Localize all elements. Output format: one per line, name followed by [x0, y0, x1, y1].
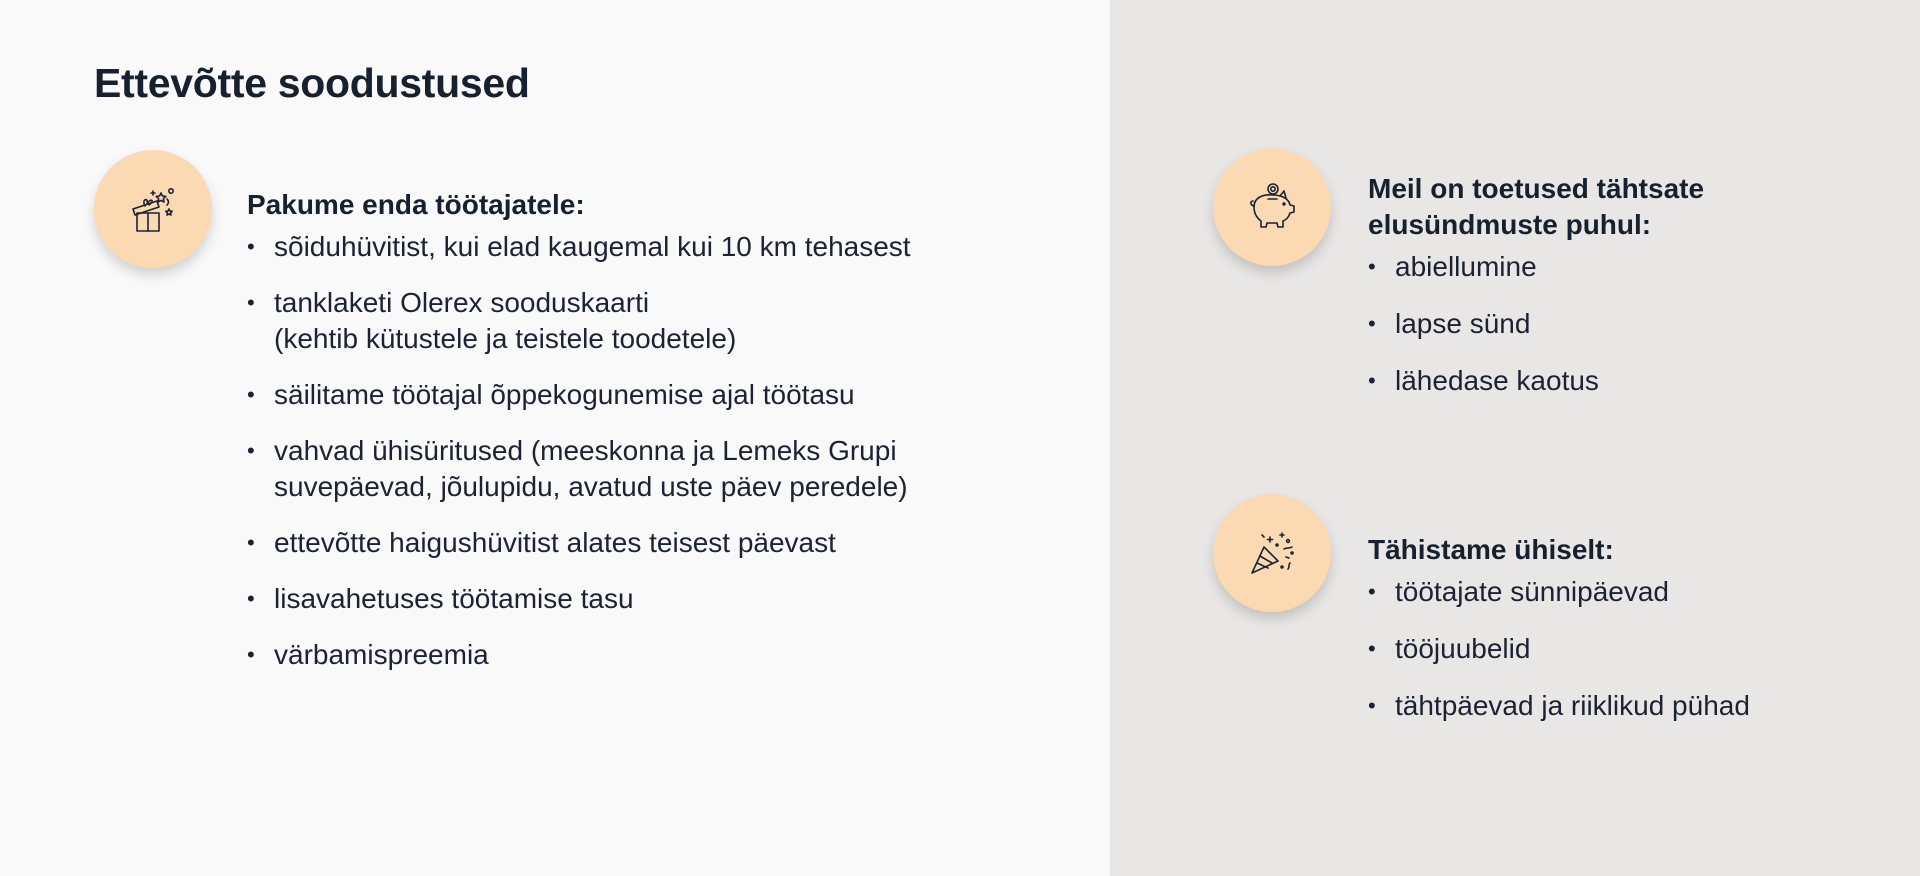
benefits-heading: Pakume enda töötajatele:: [247, 189, 585, 220]
list-item-text: lisavahetuses töötamise tasu: [274, 583, 634, 614]
support-heading-line1: Meil on toetused tähtsate: [1368, 173, 1705, 204]
list-item-text: värbamispreemia: [274, 639, 489, 670]
piggy-bank-icon: [1242, 177, 1302, 237]
support-heading: [1368, 171, 1888, 243]
benefits-block: [247, 187, 1067, 693]
celebrate-list: [1368, 574, 1888, 724]
list-item-text: sõiduhüvitist, kui elad kaugemal kui 10 km tehasest: [274, 231, 911, 262]
list-item-text: lähedase kaotus: [1395, 365, 1599, 396]
list-item: [247, 377, 1067, 413]
list-item: [1368, 631, 1888, 667]
list-item-text: tööjuubelid: [1395, 633, 1531, 664]
support-block: [1368, 171, 1888, 420]
list-item-text: • vahvad ühisüritused (meeskonna ja Lemeks Grupi: [274, 435, 897, 466]
list-item-subtext: suvepäevad, jõulupidu, avatud uste päev peredele): [274, 471, 908, 502]
celebrate-block: [1368, 532, 1888, 745]
list-item: [247, 285, 1067, 357]
list-item: [1368, 306, 1888, 342]
list-item: [247, 637, 1067, 673]
benefits-list: [247, 229, 1067, 673]
list-item-text: abiellumine: [1395, 251, 1537, 282]
list-item-text: lapse sünd: [1395, 308, 1531, 339]
list-item: [247, 229, 1067, 265]
list-item-text: tähtpäevad ja riiklikud pühad: [1395, 690, 1750, 721]
page-title: Ettevõtte soodustused: [94, 60, 530, 106]
party-popper-icon: [1242, 523, 1302, 583]
right-panel: [1110, 0, 1920, 876]
celebrate-heading: Tähistame ühiselt:: [1368, 534, 1614, 565]
list-item-text: ettevõtte haigushüvitist alates teisest päevast: [274, 527, 836, 558]
list-item-text: säilitame töötajal õppekogunemise ajal töötasu: [274, 379, 855, 410]
piggy-bank-icon-circle: [1213, 148, 1331, 266]
party-popper-icon-circle: [1213, 494, 1331, 612]
list-item: [1368, 574, 1888, 610]
list-item-text: • tanklaketi Olerex sooduskaarti: [274, 287, 650, 318]
list-item-subtext: (kehtib kütustele ja teistele toodetele): [274, 323, 737, 354]
support-heading-line2: elusündmuste puhul:: [1368, 209, 1652, 240]
list-item: [247, 581, 1067, 617]
list-item-text: töötajate sünnipäevad: [1395, 576, 1669, 607]
support-list: [1368, 249, 1888, 399]
list-item: [1368, 688, 1888, 724]
list-item: [247, 433, 1067, 505]
list-item: [1368, 363, 1888, 399]
gift-icon: [123, 179, 183, 239]
list-item: [247, 525, 1067, 561]
gift-icon-circle: [94, 150, 212, 268]
list-item: [1368, 249, 1888, 285]
